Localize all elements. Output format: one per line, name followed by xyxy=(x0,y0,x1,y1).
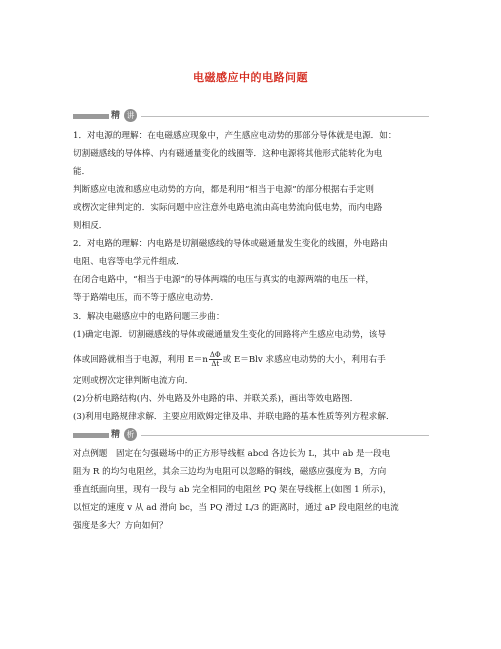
text-line: 判断感应电流和感应电动势的方向，都是利用“相当于电源”的部分根据右手定则 xyxy=(73,185,374,195)
text-line: 3．解决电磁感应中的电路问题三步曲： xyxy=(73,312,225,322)
divider-bar-left xyxy=(73,114,109,119)
text-line: 电阻、电容等电学元件组成． xyxy=(73,257,185,267)
formula-line xyxy=(73,347,386,373)
section-badge: 讲 xyxy=(124,109,137,122)
text-line: 2．对电路的理解：内电路是切割磁感线的导体或磁通量发生变化的线圈，外电路由 xyxy=(73,239,388,249)
fraction-denominator: Δt xyxy=(211,360,220,368)
example-line: 强度是多大？方向如何？ xyxy=(73,521,168,531)
text-line: 1．对电源的理解：在电磁感应现象中，产生感应电动势的那部分导体就是电源．如： xyxy=(73,131,397,141)
text-line: 或楞次定律判定的．实际问题中应注意外电路电流由高电势流向低电势，而内电路 xyxy=(73,203,383,213)
text-line: 则相反． xyxy=(73,221,108,231)
section-badge: 析 xyxy=(124,428,137,441)
text-line: (3)利用电路规律求解．主要应用欧姆定律及串、并联电路的基本性质等列方程求解． xyxy=(73,412,395,422)
section-label: 精 xyxy=(111,111,121,121)
text-line: 等于路端电压，而不等于感应电动势． xyxy=(73,293,220,303)
formula-suffix: 或 E＝Blv 求感应电动势的大小，利用右手 xyxy=(222,355,386,365)
divider-bar-left xyxy=(73,433,109,438)
section-label: 精 xyxy=(111,430,121,440)
text-line: (2)分析电路结构(内、外电路及外电路的串、并联关系)，画出等效电路图． xyxy=(73,394,359,404)
example-line: 垂直纸面向里，现有一段与 ab 完全相同的电阻丝 PQ 架在导线框上(如图 1 所示)， xyxy=(73,485,392,495)
divider-line xyxy=(141,435,429,436)
fraction xyxy=(209,351,222,368)
section-header-jingjiang xyxy=(73,109,429,123)
text-line: 切割磁感线的导体棒、内有磁通量变化的线圈等．这种电源将其他形式能转化为电 xyxy=(73,149,383,159)
example-line: 以恒定的速度 v 从 ad 滑向 bc，当 PQ 滑过 L/3 的距离时，通过 aP 段电阻丝的电流 xyxy=(73,503,399,513)
text-line: 在闭合电路中，“相当于电源”的导体两端的电压与真实的电源两端的电压一样， xyxy=(73,275,374,285)
text-line: 定则或楞次定律判断电流方向． xyxy=(73,376,194,386)
example-line: 阻为 R 的均匀电阻丝，其余三边均为电阻可以忽略的铜线，磁感应强度为 B，方向 xyxy=(73,467,387,477)
formula-prefix: 体或回路就相当于电源，利用 E＝n xyxy=(73,355,208,365)
text-line: 能． xyxy=(73,167,91,177)
text-line: (1)确定电源．切割磁感线的导体或磁通量发生变化的回路将产生感应电动势，该导 xyxy=(73,330,386,340)
divider-line xyxy=(141,116,429,117)
page-title: 电磁感应中的电路问题 xyxy=(193,71,308,84)
example-line: 对点例题 固定在匀强磁场中的正方形导线框 abcd 各边长为 L，其中 ab 是一段电 xyxy=(73,449,391,459)
section-header-jingxi xyxy=(73,428,429,442)
fraction-numerator: ΔΦ xyxy=(209,351,221,359)
